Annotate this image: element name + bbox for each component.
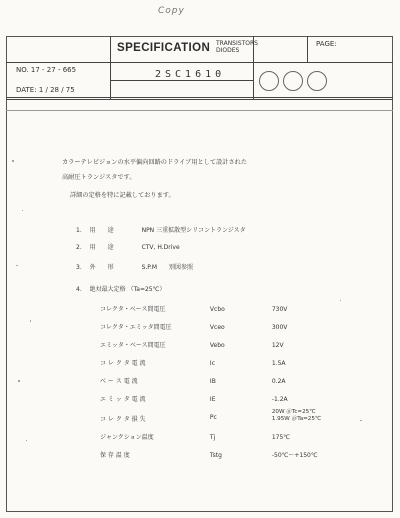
item-2-value: CTV, H.Drive [141,244,180,251]
item-1-value: NPN 三重拡散型シリコントランジスタ [141,227,246,234]
intro-line-2: 高耐圧トランジスタです。 [62,174,136,181]
header-col-divider-1 [110,36,111,99]
rating-symbol: Vebo [209,342,225,349]
item-4 [76,284,165,293]
item-4-value: （Ta=25℃） [127,286,166,293]
number-label: NO. [16,66,29,74]
rating-symbol: IB [209,378,216,385]
intro-line-1: カラーテレビジョンの水平偏向回路のドライブ用として設計された [62,159,248,166]
approval-stamp-1 [259,71,279,91]
rating-name: コ レ ク タ 損 失 [100,416,146,423]
scan-speck [340,300,341,301]
item-3-num: 3. [76,264,82,271]
item-1-num: 1. [76,227,82,234]
date-label: DATE: [16,86,37,94]
header-divider [6,62,393,63]
rating-value: 0.2A [271,378,286,385]
date-field [16,86,75,94]
rating-value-pair [272,409,321,423]
rating-name: コレクタ・ベース間電圧 [100,306,166,313]
scan-speck [360,420,362,421]
scan-speck [16,265,18,266]
section-divider [6,110,393,111]
approval-stamp-2 [283,71,303,91]
rating-symbol: Tj [209,434,216,441]
part-number: 2SC1610 [155,69,226,80]
item-3-label: 外 形 [89,264,114,271]
rating-value: 300V [271,324,288,331]
rating-row [100,358,286,367]
rating-row [100,322,287,331]
rating-symbol: Ic [209,360,215,367]
rating-symbol: Vcbo [209,306,225,313]
rating-row [100,409,321,423]
rating-value: -1.2A [271,396,288,403]
number-value: 17 - 27 - 665 [30,66,77,74]
rating-value: 1.5A [271,360,286,367]
rating-symbol: Pc [209,414,217,421]
rating-row [100,432,290,441]
header-col-divider-3 [307,36,308,63]
rating-row [100,394,288,403]
date-value: 1 / 28 / 75 [38,86,75,94]
document-title: SPECIFICATION [117,42,211,54]
rating-value: 175℃ [271,434,291,441]
copy-handwritten-mark: Copy [158,6,185,16]
scan-speck [30,320,31,322]
scan-speck [18,380,20,382]
rating-name: コレクタ・エミッタ間電圧 [100,324,172,331]
rating-symbol: Tstg [209,452,222,459]
subtitle-diodes: DIODES [216,47,240,54]
rating-value: 12V [271,342,284,349]
rating-name: ベ ー ス 電 流 [100,378,138,385]
rating-row [100,304,287,313]
rating-value: -50℃〜+150℃ [271,452,318,459]
document-subtitle [216,40,258,54]
rating-row [100,450,318,459]
item-4-label: 絶対最大定格 [89,286,126,293]
rating-symbol: IE [209,396,216,403]
scan-speck [12,160,14,162]
scan-speck [26,440,27,441]
number-field [16,66,76,74]
item-1 [76,225,246,234]
rating-name: エ ミ ッ タ 電 流 [100,396,146,403]
item-4-num: 4. [76,286,82,293]
item-2-num: 2. [76,244,82,251]
rating-row [100,340,284,349]
item-3 [76,262,193,271]
scan-speck [22,210,23,211]
part-number-underline [110,80,253,81]
rating-name: エミッタ・ベース間電圧 [100,342,166,349]
rating-name: コ レ ク タ 電 流 [100,360,146,367]
rating-value: 730V [271,306,288,313]
rating-name: ジャンクション温度 [100,434,154,441]
intro-line-3: 詳細の定格を特に記載しております。 [70,192,175,199]
item-2 [76,242,180,251]
rating-row [100,376,286,385]
item-1-label: 用 途 [89,227,114,234]
item-2-label: 用 途 [89,244,114,251]
approval-stamp-3 [307,71,327,91]
subtitle-transistors: TRANSISTORS [216,40,258,47]
header-bottom-border-double [6,99,393,100]
header-bottom-border [6,97,393,98]
rating-symbol: Vceo [209,324,225,331]
rating-name: 保 存 温 度 [100,452,130,459]
rating-value-ambient: 1.95W ＠Ta=25℃ [271,416,322,422]
item-3-value: S.P.M 別図参照 [141,264,194,271]
rating-value: 20W ＠Tc=25℃ [271,409,316,415]
page-label: PAGE: [316,40,337,48]
